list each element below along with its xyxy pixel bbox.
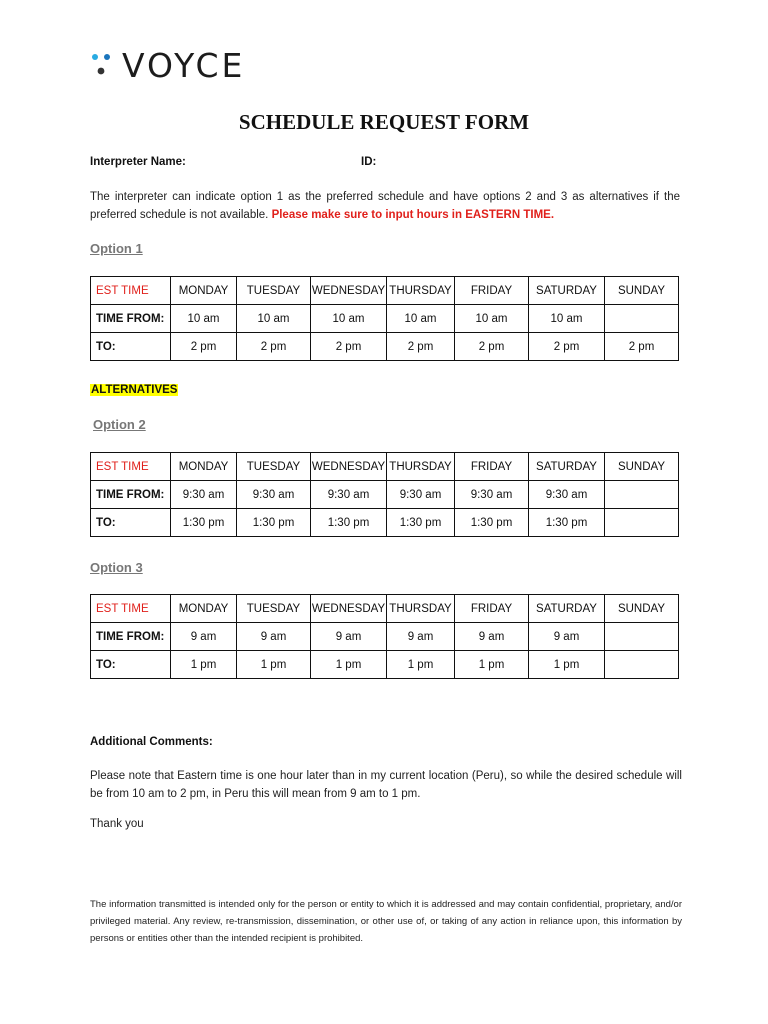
day-header: TUESDAY bbox=[237, 277, 311, 305]
time-cell[interactable] bbox=[605, 623, 679, 651]
additional-comments-title: Additional Comments: bbox=[90, 736, 213, 748]
alternatives-label: ALTERNATIVES bbox=[91, 384, 178, 396]
day-header: FRIDAY bbox=[455, 595, 529, 623]
logo-dot-top-right bbox=[104, 54, 110, 60]
day-header: MONDAY bbox=[171, 453, 237, 481]
voyce-logo bbox=[90, 48, 245, 84]
time-cell[interactable] bbox=[605, 651, 679, 679]
time-cell[interactable]: 10 am bbox=[171, 305, 237, 333]
option-2-table bbox=[90, 452, 679, 537]
time-cell[interactable]: 1 pm bbox=[529, 651, 605, 679]
day-header: FRIDAY bbox=[455, 277, 529, 305]
confidentiality-disclaimer: The information transmitted is intended only for the person or entity to which it is addressed and may contain confidential, proprietary, and/or privileged material. Any review, re-transmission, dissemination, or other use of, or taking of any action in reliance upon, this information by persons or entities other than the intended recipient is prohibited. bbox=[90, 899, 682, 944]
time-cell[interactable]: 1 pm bbox=[311, 651, 387, 679]
time-cell[interactable]: 1:30 pm bbox=[171, 509, 237, 537]
logo-text: VOYCE bbox=[122, 46, 246, 85]
time-cell[interactable]: 9:30 am bbox=[455, 481, 529, 509]
time-cell[interactable]: 1:30 pm bbox=[387, 509, 455, 537]
time-cell[interactable]: 1 pm bbox=[387, 651, 455, 679]
time-from-label: TIME FROM: bbox=[91, 305, 171, 333]
option-3-label: Option 3 bbox=[90, 560, 143, 575]
time-cell[interactable]: 2 pm bbox=[529, 333, 605, 361]
time-from-row bbox=[91, 305, 679, 333]
time-from-label: TIME FROM: bbox=[91, 623, 171, 651]
time-to-row bbox=[91, 509, 679, 537]
time-cell[interactable]: 1 pm bbox=[237, 651, 311, 679]
additional-comments-body: Please note that Eastern time is one hour later than in my current location (Peru), so while the desired schedule will be from 10 am to 2 pm, in Peru this will mean from 9 am to 1 pm. bbox=[90, 770, 682, 800]
closing-text: Thank you bbox=[90, 818, 144, 830]
intro-text: The interpreter can indicate option 1 as the preferred schedule and have options 2 and 3 as alternatives if the preferred schedule is not available. bbox=[90, 191, 680, 221]
day-header: TUESDAY bbox=[237, 453, 311, 481]
option-3-table bbox=[90, 594, 679, 679]
time-cell[interactable]: 1:30 pm bbox=[455, 509, 529, 537]
time-from-label: TIME FROM: bbox=[91, 481, 171, 509]
day-header: WEDNESDAY bbox=[311, 277, 387, 305]
day-header: MONDAY bbox=[171, 277, 237, 305]
time-cell[interactable]: 1:30 pm bbox=[529, 509, 605, 537]
time-cell[interactable]: 1 pm bbox=[455, 651, 529, 679]
time-to-row bbox=[91, 333, 679, 361]
time-to-label: TO: bbox=[91, 509, 171, 537]
time-cell[interactable]: 9 am bbox=[311, 623, 387, 651]
time-cell[interactable]: 2 pm bbox=[311, 333, 387, 361]
time-cell[interactable]: 10 am bbox=[529, 305, 605, 333]
day-header: SATURDAY bbox=[529, 453, 605, 481]
time-cell[interactable]: 9 am bbox=[529, 623, 605, 651]
time-cell[interactable]: 10 am bbox=[237, 305, 311, 333]
time-cell[interactable]: 9 am bbox=[387, 623, 455, 651]
time-cell[interactable]: 2 pm bbox=[387, 333, 455, 361]
interpreter-name-label: Interpreter Name: bbox=[90, 156, 186, 168]
time-cell[interactable]: 9:30 am bbox=[387, 481, 455, 509]
day-header: WEDNESDAY bbox=[311, 595, 387, 623]
day-header: SUNDAY bbox=[605, 595, 679, 623]
time-to-label: TO: bbox=[91, 333, 171, 361]
table-header-row bbox=[91, 595, 679, 623]
day-header: FRIDAY bbox=[455, 453, 529, 481]
time-from-row bbox=[91, 481, 679, 509]
time-cell[interactable]: 9 am bbox=[171, 623, 237, 651]
logo-dot-top-left bbox=[92, 54, 98, 60]
time-cell[interactable]: 2 pm bbox=[455, 333, 529, 361]
day-header: WEDNESDAY bbox=[311, 453, 387, 481]
time-cell[interactable]: 9 am bbox=[455, 623, 529, 651]
option-1-table bbox=[90, 276, 679, 361]
time-cell[interactable]: 2 pm bbox=[237, 333, 311, 361]
time-cell[interactable]: 9 am bbox=[237, 623, 311, 651]
logo-dots-icon bbox=[90, 51, 116, 81]
time-cell[interactable]: 9:30 am bbox=[237, 481, 311, 509]
est-time-header: EST TIME bbox=[91, 453, 171, 481]
time-to-label: TO: bbox=[91, 651, 171, 679]
day-header: THURSDAY bbox=[387, 595, 455, 623]
page-title: SCHEDULE REQUEST FORM bbox=[238, 110, 530, 134]
day-header: THURSDAY bbox=[387, 453, 455, 481]
eastern-time-warning: Please make sure to input hours in EASTERN TIME. bbox=[271, 209, 555, 221]
time-from-row bbox=[91, 623, 679, 651]
time-cell[interactable]: 10 am bbox=[387, 305, 455, 333]
time-cell[interactable]: 9:30 am bbox=[311, 481, 387, 509]
table-header-row bbox=[91, 453, 679, 481]
intro-paragraph bbox=[90, 188, 680, 224]
id-label: ID: bbox=[361, 156, 377, 168]
day-header: SATURDAY bbox=[529, 277, 605, 305]
time-cell[interactable]: 2 pm bbox=[605, 333, 679, 361]
table-header-row bbox=[91, 277, 679, 305]
option-1-label: Option 1 bbox=[90, 241, 143, 256]
time-cell[interactable]: 1 pm bbox=[171, 651, 237, 679]
time-cell[interactable] bbox=[605, 509, 679, 537]
day-header: SUNDAY bbox=[605, 453, 679, 481]
est-time-header: EST TIME bbox=[91, 595, 171, 623]
time-to-row bbox=[91, 651, 679, 679]
time-cell[interactable]: 2 pm bbox=[171, 333, 237, 361]
time-cell[interactable]: 9:30 am bbox=[171, 481, 237, 509]
time-cell[interactable]: 10 am bbox=[311, 305, 387, 333]
time-cell[interactable] bbox=[605, 481, 679, 509]
logo-dot-bottom bbox=[98, 68, 105, 75]
day-header: SATURDAY bbox=[529, 595, 605, 623]
day-header: MONDAY bbox=[171, 595, 237, 623]
est-time-header: EST TIME bbox=[91, 277, 171, 305]
time-cell[interactable]: 10 am bbox=[455, 305, 529, 333]
option-2-label: Option 2 bbox=[93, 417, 146, 432]
time-cell[interactable] bbox=[605, 305, 679, 333]
time-cell[interactable]: 9:30 am bbox=[529, 481, 605, 509]
time-cell[interactable]: 1:30 pm bbox=[311, 509, 387, 537]
time-cell[interactable]: 1:30 pm bbox=[237, 509, 311, 537]
day-header: TUESDAY bbox=[237, 595, 311, 623]
day-header: SUNDAY bbox=[605, 277, 679, 305]
day-header: THURSDAY bbox=[387, 277, 455, 305]
